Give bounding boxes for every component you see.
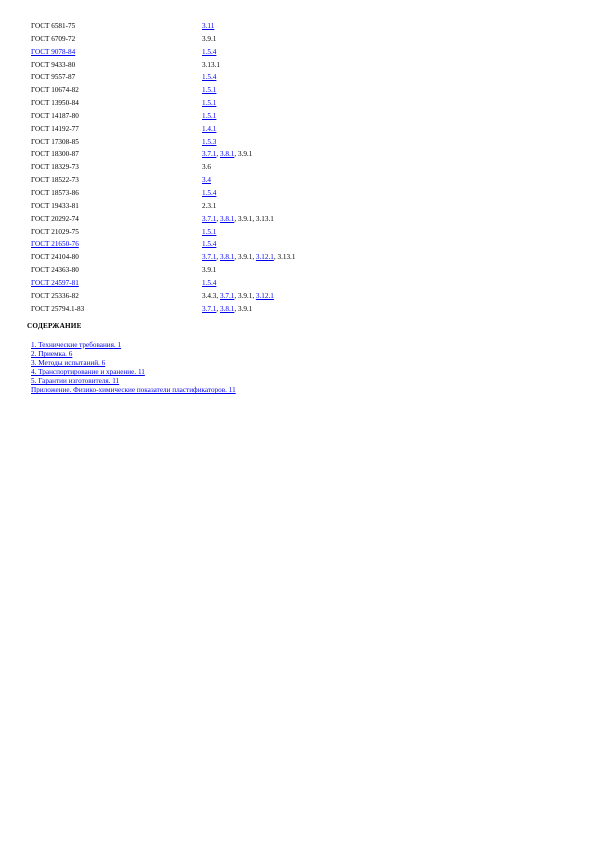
clause-cell	[202, 136, 431, 149]
doc-cell	[31, 71, 202, 84]
clause-text: 3.9.1	[202, 34, 217, 43]
table-row	[31, 161, 431, 174]
doc-name: ГОСТ 6581-75	[31, 22, 76, 30]
clause-cell	[202, 187, 431, 200]
doc-cell	[31, 161, 202, 174]
clause-text: 3.9.1	[237, 304, 253, 313]
clause-cell	[202, 20, 431, 33]
doc-name: ГОСТ 13950-84	[31, 99, 79, 108]
doc-link[interactable]: ГОСТ 21650-76	[31, 240, 79, 249]
doc-cell	[31, 174, 202, 187]
toc-item	[31, 386, 236, 395]
clause-cell	[202, 46, 431, 59]
toc-item	[31, 341, 236, 350]
toc-link[interactable]: Приложение. Физико-химические показатели пластификаторов. 11	[31, 386, 236, 395]
doc-name: ГОСТ 20292-74	[31, 214, 79, 223]
doc-name: ГОСТ 14192-77	[31, 124, 79, 133]
doc-cell	[31, 97, 202, 110]
separator: ,	[252, 253, 256, 262]
separator: ,	[234, 214, 238, 223]
clause-link[interactable]: 3.7.1	[219, 291, 235, 300]
clause-cell	[202, 174, 431, 187]
doc-cell	[31, 187, 202, 200]
toc-link[interactable]: 5. Гарантии изготовителя. 11	[31, 377, 120, 386]
clause-link[interactable]: 3.7.1	[202, 150, 217, 159]
separator: ,	[252, 291, 256, 300]
clause-cell	[202, 97, 431, 110]
doc-name: ГОСТ 19433-81	[31, 201, 79, 210]
table-row	[31, 123, 431, 136]
doc-cell	[31, 303, 202, 316]
doc-link[interactable]: ГОСТ 9078-84	[31, 47, 76, 56]
separator: ,	[216, 304, 220, 313]
table-row	[31, 71, 431, 84]
doc-cell	[31, 290, 202, 303]
toc-item	[31, 350, 236, 359]
toc-item	[31, 368, 236, 377]
clause-cell	[202, 200, 431, 213]
clause-link[interactable]: 1.5.1	[202, 86, 217, 95]
doc-name: ГОСТ 9557-87	[31, 73, 76, 82]
reference-table	[31, 20, 431, 315]
table-row	[31, 238, 431, 251]
doc-cell	[31, 123, 202, 136]
doc-name: ГОСТ 18522-73	[31, 176, 79, 185]
table-row	[31, 46, 431, 59]
doc-cell	[31, 59, 202, 72]
table-row	[31, 226, 431, 239]
table-row	[31, 97, 431, 110]
doc-cell	[31, 148, 202, 161]
clause-link[interactable]: 1.5.1	[202, 99, 217, 108]
doc-name: ГОСТ 24363-80	[31, 266, 79, 275]
clause-cell	[202, 213, 431, 226]
separator: ,	[234, 150, 238, 159]
doc-cell	[31, 251, 202, 264]
clause-text: 3.9.1	[237, 150, 253, 159]
doc-cell	[31, 136, 202, 149]
table-row	[31, 20, 431, 33]
clause-cell	[202, 226, 431, 239]
table-row	[31, 174, 431, 187]
doc-cell	[31, 264, 202, 277]
clause-link[interactable]: 1.4.1	[202, 124, 217, 133]
clause-cell	[202, 110, 431, 123]
clause-cell	[202, 251, 431, 264]
table-row	[31, 59, 431, 72]
doc-name: ГОСТ 6709-72	[31, 34, 76, 43]
clause-link[interactable]: 3.4	[202, 176, 211, 185]
table-row	[31, 148, 431, 161]
toc-list	[31, 341, 236, 396]
clause-cell	[202, 290, 431, 303]
toc-item	[31, 359, 236, 368]
clause-cell	[202, 238, 431, 251]
clause-text: 3.6	[202, 163, 211, 172]
clause-link[interactable]: 3.11	[202, 22, 215, 30]
clause-cell	[202, 277, 431, 290]
doc-cell	[31, 20, 202, 33]
doc-name: ГОСТ 17308-85	[31, 137, 79, 146]
doc-link[interactable]: ГОСТ 24597-81	[31, 278, 79, 287]
doc-name: ГОСТ 18329-73	[31, 163, 79, 172]
separator: ,	[234, 253, 238, 262]
doc-name: ГОСТ 24104-80	[31, 253, 79, 262]
clause-link[interactable]: 1.5.4	[202, 188, 217, 197]
doc-name: ГОСТ 25336-82	[31, 291, 79, 300]
doc-name: ГОСТ 21029-75	[31, 227, 79, 236]
clause-cell	[202, 33, 431, 46]
table-row	[31, 187, 431, 200]
clause-cell	[202, 84, 431, 97]
doc-name: ГОСТ 18573-86	[31, 188, 79, 197]
doc-cell	[31, 84, 202, 97]
doc-cell	[31, 110, 202, 123]
clause-link[interactable]: 3.8.1	[219, 304, 235, 313]
table-row	[31, 213, 431, 226]
clause-link[interactable]: 1.5.1	[202, 227, 217, 236]
table-row	[31, 251, 431, 264]
clause-text: 3.4.3	[202, 291, 217, 300]
separator: ,	[216, 291, 220, 300]
doc-cell	[31, 200, 202, 213]
clause-text: 2.3.1	[202, 201, 217, 210]
clause-link[interactable]: 1.5.1	[202, 111, 217, 120]
table-row	[31, 110, 431, 123]
clause-text: 3.9.1	[202, 266, 217, 275]
clause-cell	[202, 264, 431, 277]
clause-link[interactable]: 3.12.1	[255, 253, 274, 262]
clause-link[interactable]: 1.5.4	[202, 73, 217, 82]
clause-link[interactable]: 3.8.1	[219, 150, 235, 159]
clause-text: 3.9.1	[237, 214, 253, 223]
table-row	[31, 33, 431, 46]
separator: ,	[234, 304, 238, 313]
table-row	[31, 84, 431, 97]
clause-cell	[202, 148, 431, 161]
toc-item	[31, 377, 236, 386]
doc-cell	[31, 238, 202, 251]
toc-link[interactable]: 4. Транспортирование и хранение. 11	[31, 368, 145, 377]
separator: ,	[216, 253, 220, 262]
clause-link[interactable]: 1.5.4	[202, 47, 217, 56]
separator: ,	[252, 214, 256, 223]
doc-name: ГОСТ 14187-80	[31, 111, 79, 120]
clause-cell	[202, 71, 431, 84]
table-row	[31, 264, 431, 277]
table-row	[31, 277, 431, 290]
toc-link[interactable]: 2. Приемка. 6	[31, 350, 73, 359]
clause-link[interactable]: 3.12.1	[255, 291, 274, 300]
clause-link[interactable]: 3.7.1	[202, 253, 217, 262]
clause-cell	[202, 123, 431, 136]
separator: ,	[216, 150, 220, 159]
toc-link[interactable]: 3. Методы испытаний. 6	[31, 359, 106, 368]
clause-link[interactable]: 3.7.1	[202, 304, 217, 313]
table-row	[31, 290, 431, 303]
toc-title: СОДЕРЖАНИЕ	[27, 322, 82, 330]
doc-cell	[31, 33, 202, 46]
separator: ,	[234, 291, 238, 300]
doc-name: ГОСТ 25794.1-83	[31, 304, 85, 313]
separator: ,	[273, 253, 278, 262]
doc-cell	[31, 46, 202, 59]
clause-link[interactable]: 1.5.3	[202, 137, 217, 146]
table-row	[31, 136, 431, 149]
clause-link[interactable]: 3.8.1	[219, 214, 235, 223]
clause-text: 3.13.1	[202, 60, 220, 69]
doc-name: ГОСТ 10674-82	[31, 86, 79, 95]
table-row	[31, 303, 431, 316]
table-row	[31, 200, 431, 213]
clause-text: 3.9.1	[237, 253, 253, 262]
separator: ,	[216, 214, 220, 223]
doc-cell	[31, 226, 202, 239]
clause-link[interactable]: 1.5.4	[202, 240, 217, 249]
toc-link[interactable]: 1. Технические требования. 1	[31, 341, 122, 349]
clause-text: 3.13.1	[277, 253, 296, 262]
clause-cell	[202, 59, 431, 72]
clause-link[interactable]: 1.5.4	[202, 278, 217, 287]
clause-text: 3.9.1	[237, 291, 253, 300]
doc-name: ГОСТ 18300-87	[31, 150, 79, 159]
clause-text: 3.13.1	[255, 214, 274, 223]
clause-cell	[202, 161, 431, 174]
clause-link[interactable]: 3.7.1	[202, 214, 217, 223]
doc-cell	[31, 213, 202, 226]
clause-link[interactable]: 3.8.1	[219, 253, 235, 262]
clause-cell	[202, 303, 431, 316]
doc-name: ГОСТ 9433-80	[31, 60, 76, 69]
doc-cell	[31, 277, 202, 290]
